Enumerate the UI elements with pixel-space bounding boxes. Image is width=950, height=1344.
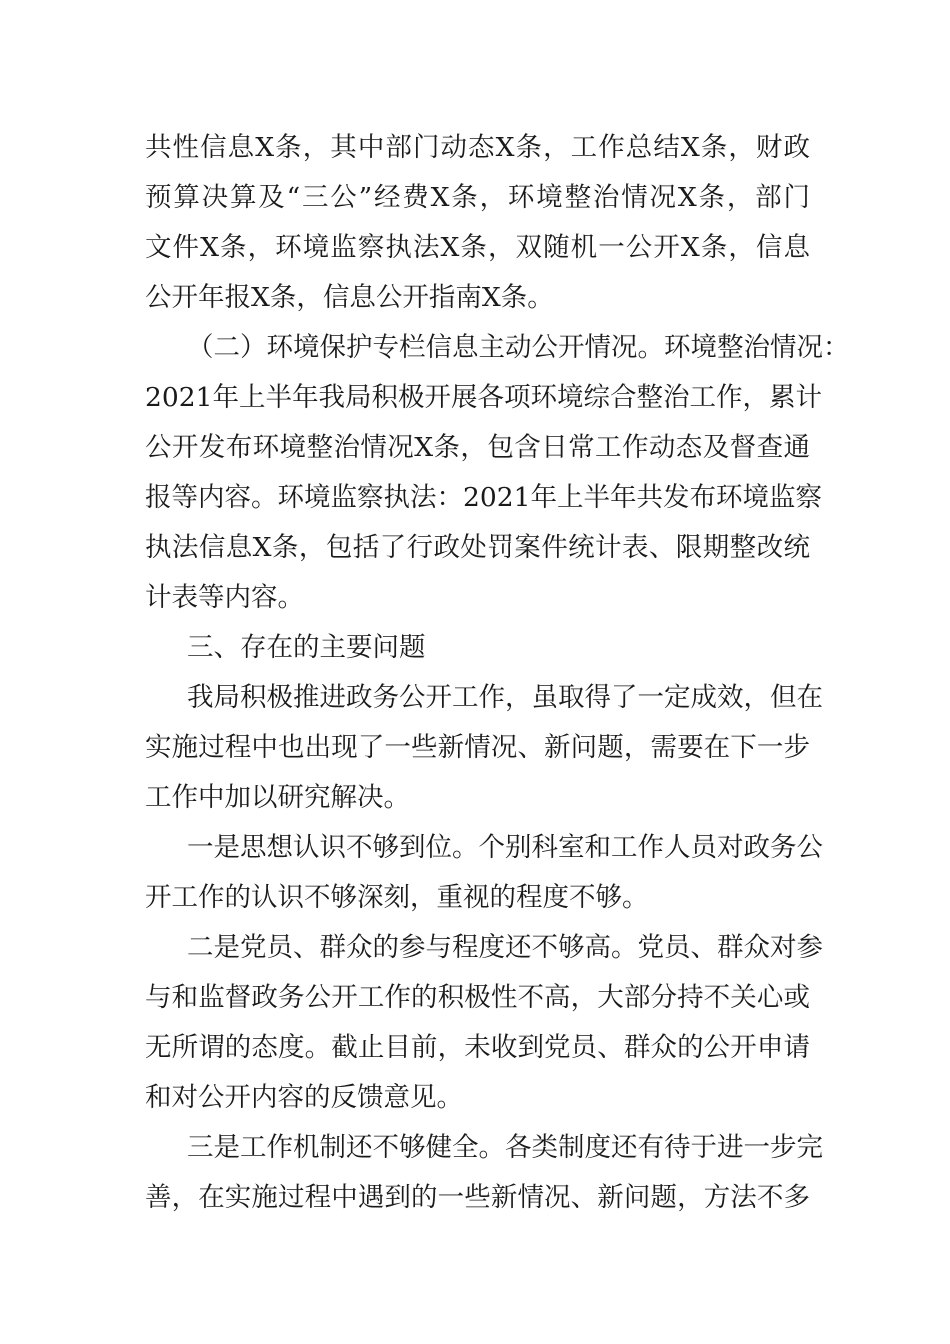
text-line: 预算决算及“三公”经费X条，环境整治情况X条，部门 [145, 182, 810, 213]
text-line: 和对公开内容的反馈意见。 [145, 1082, 463, 1113]
text-line: 善，在实施过程中遇到的一些新情况、新问题，方法不多 [145, 1182, 810, 1213]
text-line: 共性信息X条，其中部门动态X条，工作总结X条，财政 [145, 132, 810, 163]
text-line: 开工作的认识不够深刻，重视的程度不够。 [145, 882, 649, 913]
text-line: 与和监督政务公开工作的积极性不高，大部分持不关心或 [145, 982, 810, 1013]
text-line: 公开发布环境整治情况X条，包含日常工作动态及督查通 [145, 432, 810, 463]
text-line: 执法信息X条，包括了行政处罚案件统计表、限期整改统 [145, 532, 810, 563]
paragraph-first-line: 三是工作机制还不够健全。各类制度还有待于进一步完 [187, 1132, 823, 1163]
section-heading: 三、存在的主要问题 [187, 632, 426, 663]
text-line: 工作中加以研究解决。 [145, 782, 410, 813]
text-line: 公开年报X条，信息公开指南X条。 [145, 282, 554, 313]
text-line: 计表等内容。 [145, 582, 304, 613]
paragraph-first-line: 我局积极推进政务公开工作，虽取得了一定成效，但在 [187, 682, 823, 713]
section-heading-line: （二）环境保护专栏信息主动公开情况。环境整治情况： [187, 332, 850, 363]
paragraph-first-line: 一是思想认识不够到位。个别科室和工作人员对政务公 [187, 832, 823, 863]
text-line: 报等内容。环境监察执法：2021年上半年共发布环境监察 [145, 482, 822, 513]
text-line: 无所谓的态度。截止目前，未收到党员、群众的公开申请 [145, 1032, 810, 1063]
document-body [145, 123, 850, 1223]
text-line: 2021年上半年我局积极开展各项环境综合整治工作，累计 [145, 382, 822, 413]
paragraph-first-line: 二是党员、群众的参与程度还不够高。党员、群众对参 [187, 932, 823, 963]
text-line: 实施过程中也出现了一些新情况、新问题，需要在下一步 [145, 732, 810, 763]
text-line: 文件X条，环境监察执法X条，双随机一公开X条，信息 [145, 232, 810, 263]
